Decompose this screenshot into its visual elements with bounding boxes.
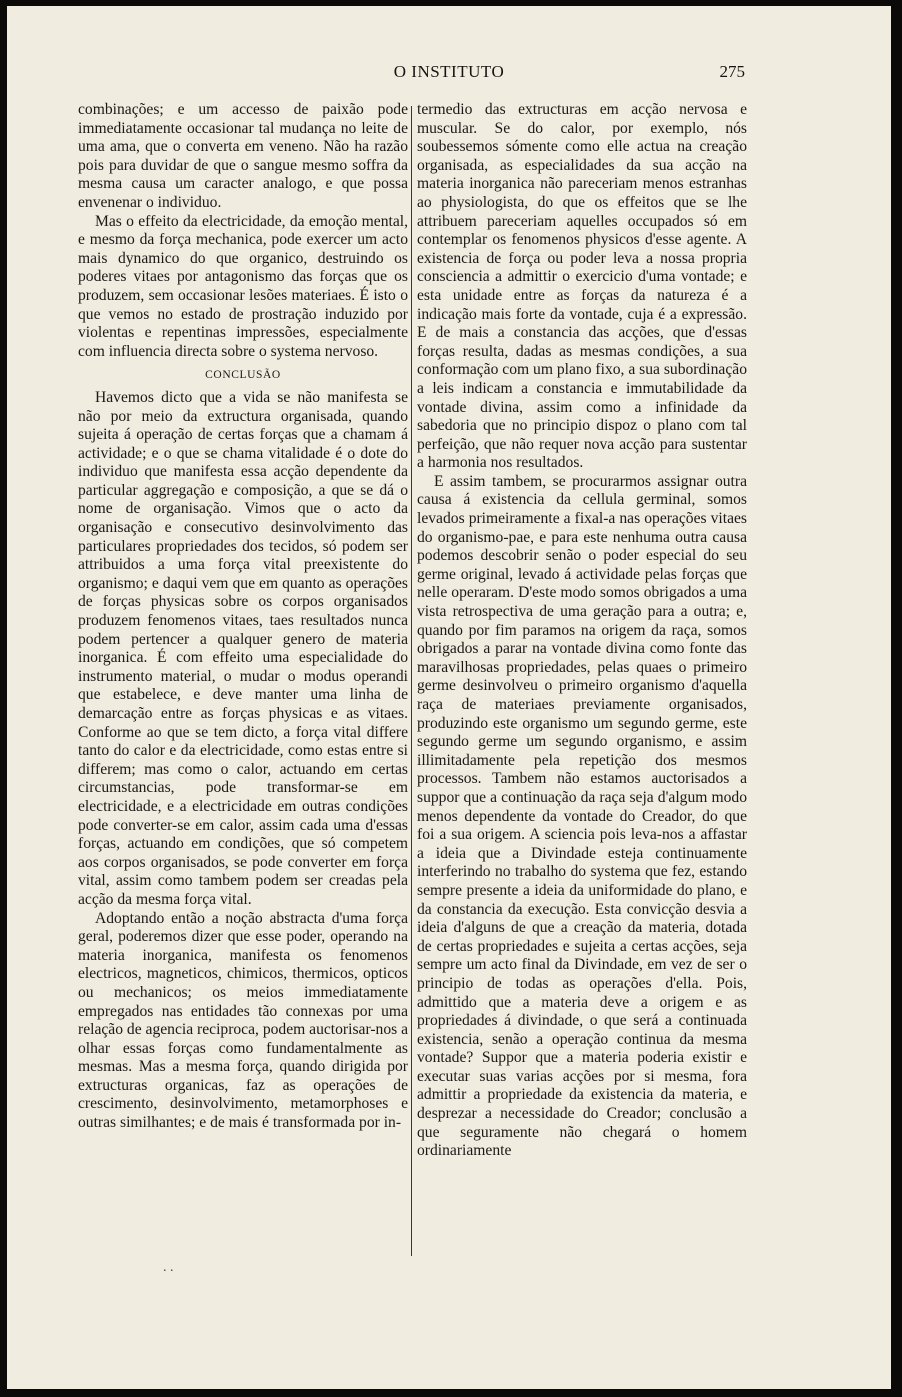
section-heading: CONCLUSÃO [205,369,281,382]
right-column [417,101,747,1161]
paragraph: combinações; e um accesso de paixão pode immediatamente occasionar tal mudança no leite de uma ama, que o converta em veneno. Não ha razão pois para duvidar de que o sangue mesmo soffra da mesma causa um caracter analogo, e que possa envenenar o individuo. [78,101,408,211]
paragraph: termedio das extructuras em acção nervosa e muscular. Se do calor, por exemplo, nós soubessemos sómente como elle actua na creação organisada, as especialidades da sua acção na materia inorganica não pareceriam menos estranhas ao physiologista, do que os effeitos que se lhe attribuem pareceriam aquelles occupados só em contemplar os fenomenos physicos d'esse agente. A existencia de força ou poder leva a nossa propria consciencia a admittir o exercicio d'uma vontade; e esta unidade entre as forças da natureza é a indicação mais forte da vontade, cuja é a expressão. E de mais a constancia das acções, que d'essas forças resulta, dadas as mesmas condições, a sua conformação com um plano fixo, a sua subordinação a leis indicam a constancia e immutabilidade da vontade divina, assim como a infinidade da sabedoria que no principio dispoz o plano com tal perfeição, que não requer nova acção para sustentar a harmonia nos resultados. [417,101,747,472]
footer-dots: . . [163,1260,174,1275]
paragraph: Mas o effeito da electricidade, da emoção mental, e mesmo da força mechanica, pode exercer um acto mais dynamico do que organico, destruindo os poderes vitaes por antagonismo das forças que os produzem, sem occasionar lesões materiaes. É isto o que vemos no estado de prostração induzido por violentas e repentinas impressões, especialmente com influencia directa sobre o systema nervoso. [78,212,408,360]
left-column [78,101,408,1133]
column-divider [411,106,412,1256]
paragraph: E assim tambem, se procurarmos assignar outra causa á existencia da cellula germinal, somos levados primeiramente a fixal-a nas operações vitaes do organismo-pae, e para este nenhuma outra causa podemos descobrir senão o poder especial do seu germe original, levado á actividade pelas forças que nelle operaram. D'este modo somos obrigados a uma vista retrospectiva de uma geração para a outra; e, quando por fim paramos na origem da raça, somos obrigados a parar na vontade divina como fonte das maravilhosas propriedades, pelas quaes o primeiro germe desinvolveu o primeiro organismo d'aquella raça de materiaes previamente organisados, produzindo este organismo um segundo germe, este segundo germe um segundo organismo, e assim illimitadamente pela repetição dos mesmos processos. Tambem não estamos auctorisados a suppor que a continuação da raça seja d'algum modo menos dependente da vontade do Creador, do que foi a sua origem. A sciencia pois leva-nos a affastar a ideia que a Divindade esteja continuamente interferindo no trabalho do systema que fez, estando sempre presente a ideia da uniformidade do plano, e da constancia da execução. Esta convicção desvia a ideia d'alguns de que a creação da materia, dotada de certas propriedades e sujeita a certas acções, seja sempre um acto final da Divindade, em vez de ser o principio de todas as operações d'ella. Pois, admittido que a materia deve a origem e as propriedades á divindade, o que será a continuada existencia, senão a operação continua da mesma vontade? Suppor que a materia poderia existir e executar suas varias acções por si mesma, fora admittir a propriedade da existencia da materia, e desprezar a necessidade do Creador; conclusão a que seguramente não chegará o homem ordinariamente [417,472,747,1160]
paragraph: Adoptando então a noção abstracta d'uma força geral, poderemos dizer que esse poder, operando na materia inorganica, manifesta os fenomenos electricos, magneticos, chimicos, thermicos, opticos ou mechanicos; os meios immediatamente empregados nas entidades tão connexas por uma relação de agencia reciproca, podem auctorisar-nos a olhar essas forças como fundamentalmente as mesmas. Mas a mesma força, quando dirigida por extructuras organicas, faz as operações de crescimento, desinvolvimento, metamorphoses e outras similhantes; e de mais é transformada por in- [78,909,409,1132]
paragraph: Havemos dicto que a vida se não manifesta se não por meio da extructura organisada, quando sujeita á operação de certas forças que a chamam á actividade; e o que se chama vitalidade é o dote do individuo que manifesta essa acção dependente da particular aggregação e composição, a que se dá o nome de organisação. Vimos que o acto da organisação e consecutivo desinvolvimento das particulares propriedades dos tecidos, só podem ser attribuidos a uma força vital preexistente do organismo; e daqui vem que em quanto as operações de forças physicas sobre os corpos organisados produzem fenomenos vitaes, taes resultados nunca podem pertencer a qualquer genero de materia inorganica. É com effeito uma especialidade do instrumento material, o mudar o modus operandi que estabelece, e deve manter uma linha de demarcação entre as forças physicas e as vitaes. Conforme ao que se tem dicto, a força vital differe tanto do calor e da electricidade, como estas entre si differem; mas como o calor, actuando em certas circumstancias, pode transformar-se em electricidade, e a electricidade em outras condições pode converter-se em calor, assim cada uma d'essas forças, actuando em condições, que só competem aos corpos organisados, se pode converter em força vital, assim como tambem podem ser creadas pela acção da mesma força vital. [78,388,408,908]
page-number: 275 [719,62,745,81]
page-header [7,62,891,88]
page-sheet [7,6,891,1389]
running-title: O INSTITUTO [393,62,505,81]
